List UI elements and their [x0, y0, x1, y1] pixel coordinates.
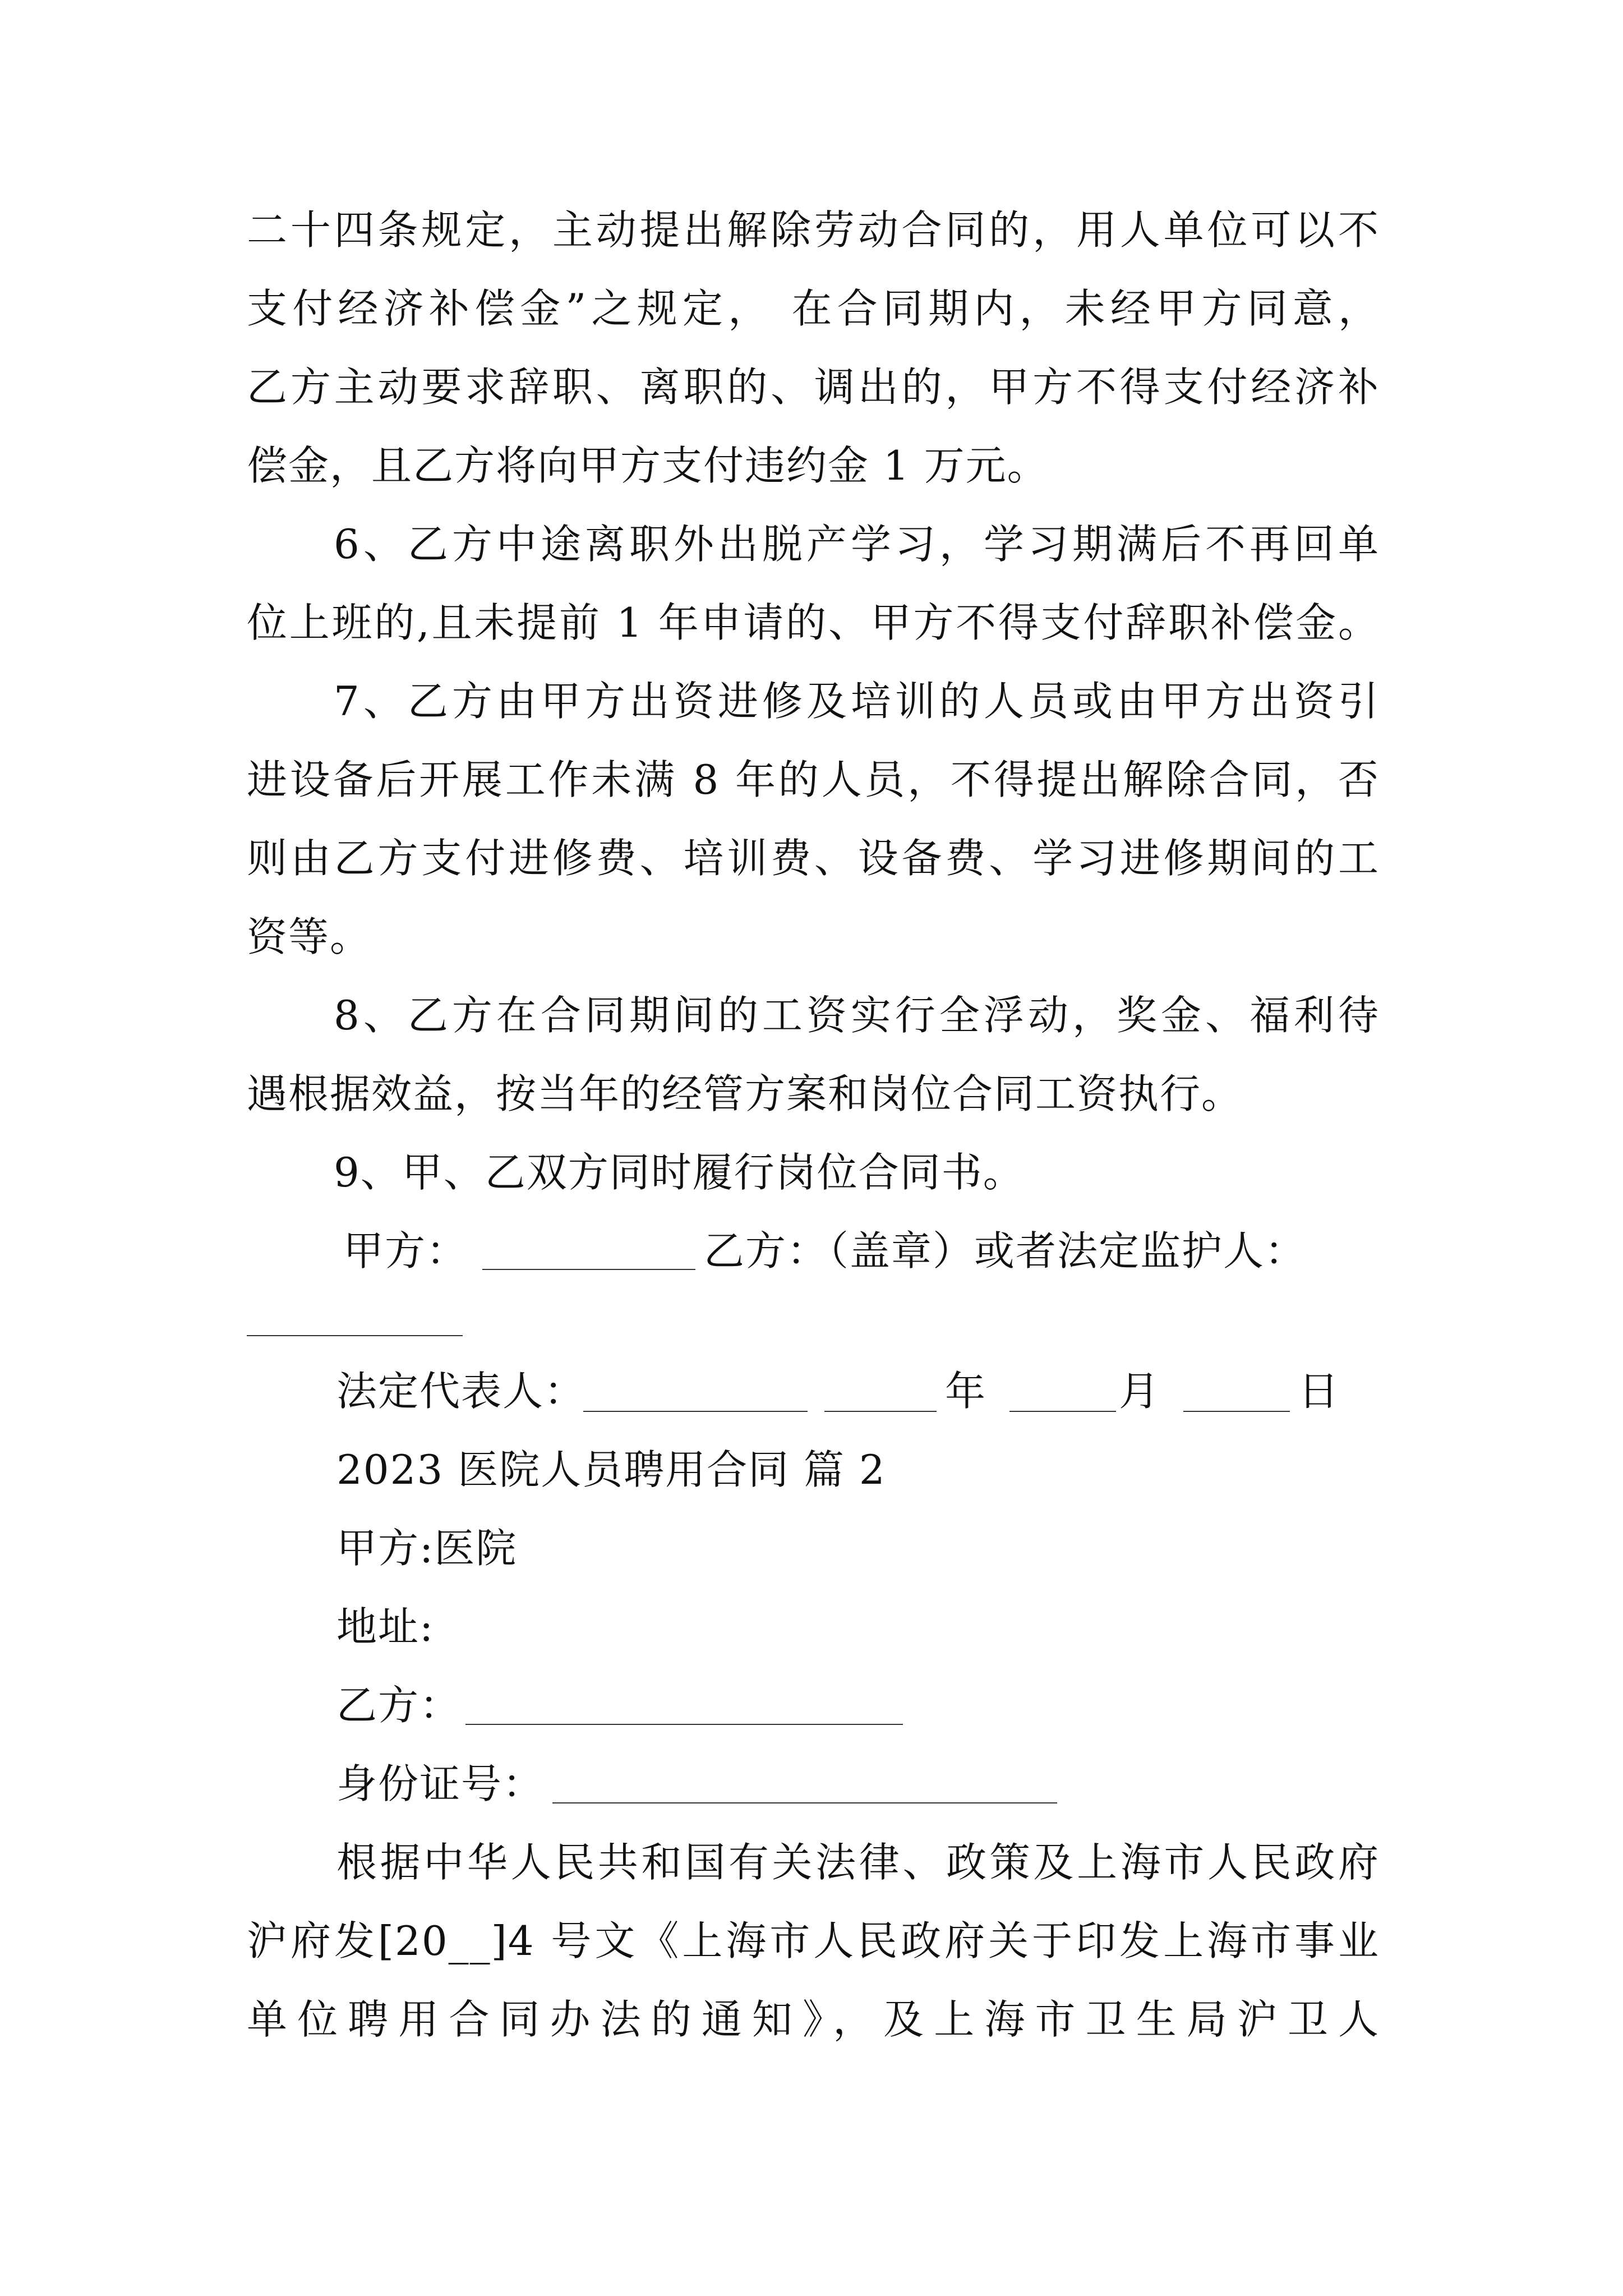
- id-number-blank[interactable]: [552, 1802, 1057, 1803]
- closing-line: 根据中华人民共和国有关法律、政策及上海市人民政府: [336, 1839, 1380, 1886]
- clause-8-line: 8、乙方在合同期间的工资实行全浮动，奖金、福利待: [334, 992, 1380, 1039]
- party-a-label: 甲方：: [343, 1227, 468, 1274]
- party-a-field: 甲方:医院: [336, 1525, 518, 1572]
- closing-line: 单位聘用合同办法的通知》，及上海市卫生局沪卫人: [247, 1996, 1380, 2043]
- id-number-field: 身份证号：: [336, 1760, 545, 1807]
- clause-7-line: 资等。: [247, 913, 372, 960]
- closing-line: 沪府发[20__]4 号文《上海市人民政府关于印发上海市事业: [247, 1917, 1380, 1964]
- year-blank[interactable]: [824, 1411, 937, 1412]
- guardian-blank[interactable]: [247, 1335, 463, 1336]
- clause-6-line: 6、乙方中途离职外出脱产学习，学习期满后不再回单: [334, 521, 1380, 568]
- paragraph-line: 乙方主动要求辞职、离职的、调出的，甲方不得支付经济补: [247, 364, 1380, 411]
- clause-9-line: 9、甲、乙双方同时履行岗位合同书。: [334, 1149, 1025, 1196]
- party-b-field: 乙方：: [336, 1682, 462, 1729]
- day-label: 日: [1298, 1368, 1340, 1415]
- paragraph-line: 偿金，且乙方将向甲方支付违约金 1 万元。: [247, 442, 1049, 489]
- party-a-blank[interactable]: [482, 1269, 695, 1270]
- clause-6-line: 位上班的,且未提前 1 年申请的、甲方不得支付辞职补偿金。: [247, 599, 1380, 646]
- clause-7-line: 进设备后开展工作未满 8 年的人员，不得提出解除合同，否: [247, 756, 1380, 803]
- month-blank[interactable]: [1009, 1411, 1116, 1412]
- section-title: 2023 医院人员聘用合同 篇 2: [336, 1446, 886, 1493]
- legal-rep-label: 法定代表人：: [336, 1368, 586, 1415]
- party-b-blank[interactable]: [465, 1724, 903, 1725]
- clause-8-line: 遇根据效益，按当年的经管方案和岗位合同工资执行。: [247, 1070, 1243, 1117]
- party-b-label: 乙方：（盖章）或者法定监护人：: [704, 1227, 1307, 1274]
- paragraph-line: 二十四条规定，主动提出解除劳动合同的，用人单位可以不: [247, 206, 1380, 254]
- clause-7-line: 则由乙方支付进修费、培训费、设备费、学习进修期间的工: [247, 835, 1380, 882]
- paragraph-line: 支付经济补偿金”之规定， 在合同期内，未经甲方同意，: [247, 285, 1380, 332]
- year-label: 年: [945, 1368, 987, 1415]
- address-field: 地址:: [336, 1603, 435, 1650]
- clause-7-line: 7、乙方由甲方出资进修及培训的人员或由甲方出资引: [334, 678, 1380, 725]
- legal-rep-blank[interactable]: [583, 1411, 808, 1412]
- month-label: 月: [1119, 1368, 1161, 1415]
- day-blank[interactable]: [1183, 1411, 1290, 1412]
